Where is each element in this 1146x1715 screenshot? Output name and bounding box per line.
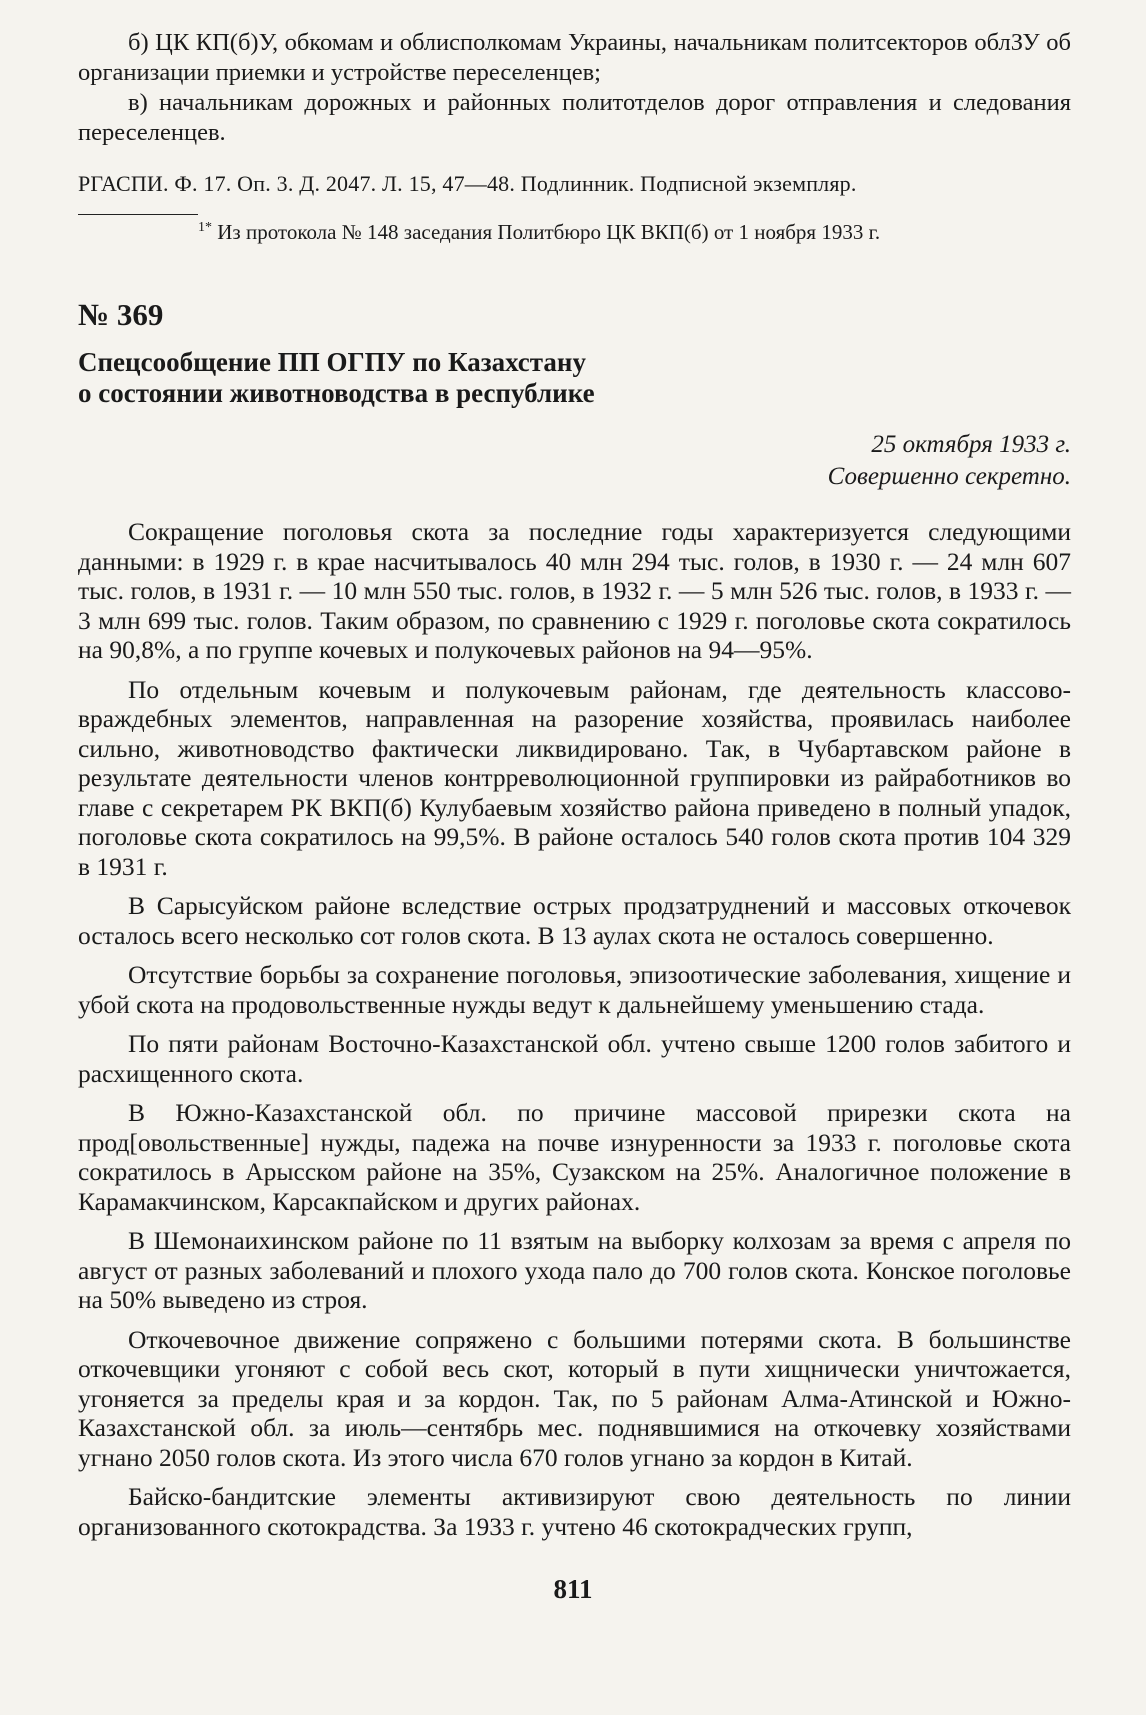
body-paragraph: Откочевочное движение сопряжено с большими потерями скота. В большинстве откочевщики угоняют с собой весь скот, который в пути хищнически уничтожается, угоняется за пределы края и за кордон. Так, по 5 районам Алма-Атинской и Южно-Казахстанской обл. за июль—сентябрь мес. поднявшимися на откочевку хозяйствами угнано 2050 голов скота. Из этого числа 670 голов угнано за кордон в Китай. — [78, 1324, 1071, 1472]
body-paragraph: В Шемонаихинском районе по 11 взятым на выборку колхозам за время с апреля по август от разных заболеваний и плохого ухода пало до 700 голов скота. Конское поголовье на 50% выведено из строя. — [78, 1226, 1071, 1314]
document-title — [78, 347, 1071, 409]
body-paragraph: Сокращение поголовья скота за последние годы характеризуется следующими данными: в 1929 г. в крае насчитывалось 40 млн 294 тыс. голов, в 1930 г. — 24 млн 607 тыс. голов, в 1931 г. — 10 млн 550 тыс. голов, в 1932 г. — 5 млн 526 тыс. голов, в 1933 г. — 3 млн 699 тыс. голов. Таким образом, по сравнению с 1929 г. поголовье скота сократилось на 90,8%, а по группе кочевых и полукочевых районов на 94—95%. — [78, 517, 1071, 664]
document-body — [78, 517, 1071, 1541]
paragraph-v: в) начальникам дорожных и районных политотделов дорог отправления и следования переселенцев. — [78, 89, 1071, 146]
document-page — [78, 28, 1071, 1541]
document-date: 25 октября 1933 г. — [871, 431, 1071, 458]
paragraph-b: б) ЦК КП(б)У, обкомам и облисполкомам Украины, начальникам политсекторов облЗУ об организации приемки и устройстве переселенцев; — [78, 29, 1071, 86]
body-paragraph: В Сарысуйском районе вследствие острых продзатруднений и массовых откочевок осталось всего несколько сот голов скота. В 13 аулах скота не осталось совершенно. — [78, 891, 1071, 950]
archive-source-note: РГАСПИ. Ф. 17. Оп. 3. Д. 2047. Л. 15, 47—48. Подлинник. Подписной экземпляр. — [78, 171, 857, 196]
footnote-divider — [78, 214, 198, 215]
classification-stamp: Совершенно секретно. — [827, 463, 1071, 490]
body-paragraph: В Южно-Казахстанской обл. по причине массовой прирезки скота на прод[овольственные] нужды, падежа на почве изнуренности за 1933 г. поголовье скота сократилось в Арысском районе на 35%, Сузакском на 25%. Аналогичное положение в Карамакчинском, Карсакпайском и других районах. — [78, 1098, 1071, 1216]
body-paragraph: Байско-бандитские элементы активизируют свою деятельность по линии организованного скотокрадства. За 1933 г. учтено 46 скотокрадческих групп, — [78, 1482, 1071, 1541]
document-number: № 369 — [78, 297, 164, 332]
body-paragraph: По пяти районам Восточно-Казахстанской обл. учтено свыше 1200 голов забитого и расхищенного скота. — [78, 1029, 1071, 1088]
document-title-line-2: о состоянии животноводства в республике — [78, 378, 595, 408]
footnote-text: Из протокола № 148 заседания Политбюро ЦК ВКП(б) от 1 ноября 1933 г. — [217, 220, 881, 244]
page-number: 811 — [553, 1574, 593, 1604]
body-paragraph: Отсутствие борьбы за сохранение поголовья, эпизоотические заболевания, хищение и убой скота на продовольственные нужды ведут к дальнейшему уменьшению стада. — [78, 960, 1071, 1019]
document-title-line-1: Спецсообщение ПП ОГПУ по Казахстану — [78, 347, 586, 377]
footnote-marker: 1* — [198, 220, 212, 235]
body-paragraph: По отдельным кочевым и полукочевым районам, где деятельность классово-враждебных элементов, направленная на разорение хозяйства, проявилась наиболее сильно, животноводство фактически ликвидировано. Так, в Чубартавском районе в результате деятельности членов контрреволюционной группировки из райработников во главе с секретарем РК ВКП(б) Кулубаевым хозяйство района приведено в полный упадок, поголовье скота сократилось на 99,5%. В районе осталось 540 голов скота против 104 329 в 1931 г. — [78, 674, 1071, 881]
footnote — [78, 219, 1071, 245]
